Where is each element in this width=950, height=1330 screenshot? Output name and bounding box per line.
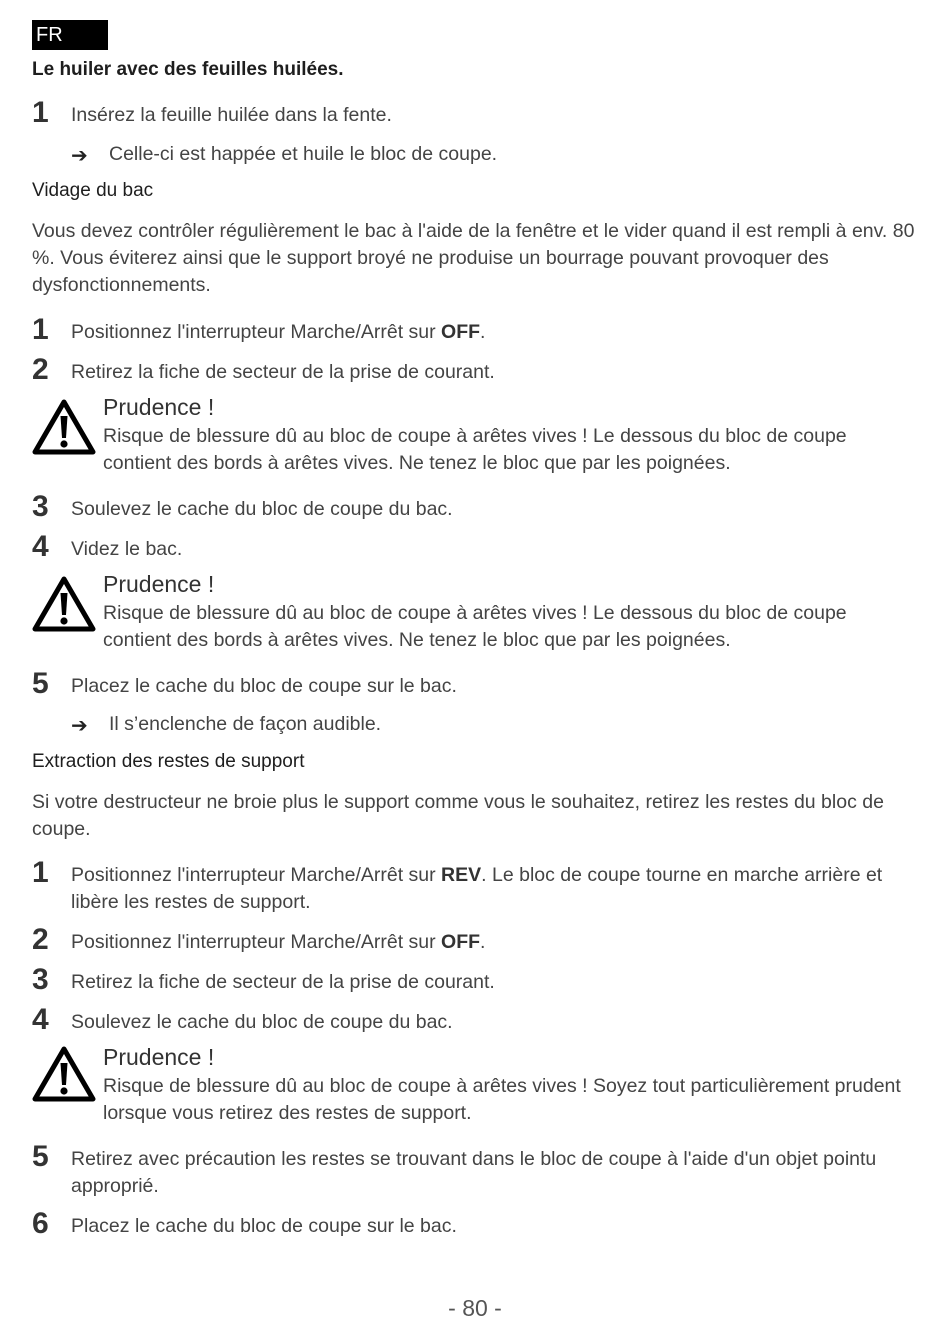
step-number: 5 xyxy=(32,1140,49,1173)
step-number: 4 xyxy=(32,530,49,563)
caution-text: Risque de blessure dû au bloc de coupe à arêtes vives ! Soyez tout particulièrement prudent lorsque vous retirez des restes de support. xyxy=(103,1075,901,1124)
result-text: Celle-ci est happée et huile le bloc de coupe. xyxy=(109,143,498,165)
step-number: 6 xyxy=(32,1207,49,1240)
caution-title: Prudence ! xyxy=(103,571,215,597)
caution-title: Prudence ! xyxy=(103,1044,215,1070)
caution-title: Prudence ! xyxy=(103,394,215,420)
step-number: 2 xyxy=(32,923,49,956)
warning-triangle-icon xyxy=(32,575,96,633)
warning-triangle-icon xyxy=(32,398,96,456)
step-text: Positionnez l'interrupteur Marche/Arrêt sur OFF. xyxy=(71,931,486,953)
language-badge: FR xyxy=(32,20,108,50)
intro-paragraph: Vous devez contrôler régulièrement le bac à l'aide de la fenêtre et le vider quand il est rempli à env. 80 %. Vous éviterez ainsi que le support broyé ne produise un bourrage pouvant provoquer des dysfonctionnements. xyxy=(32,220,915,296)
switch-position: REV xyxy=(441,864,482,886)
caution-text: Risque de blessure dû au bloc de coupe à arêtes vives ! Le dessous du bloc de coupe contient des bords à arêtes vives. Ne tenez le bloc que par les poignées. xyxy=(103,602,847,651)
step-text: Retirez avec précaution les restes se trouvant dans le bloc de coupe à l'aide d'un objet pointu approprié. xyxy=(71,1148,877,1197)
section-heading-emptying: Vidage du bac xyxy=(32,180,154,201)
step-text: Soulevez le cache du bloc de coupe du bac. xyxy=(71,1011,453,1033)
switch-position: OFF xyxy=(441,931,481,953)
result-text: Il s’enclenche de façon audible. xyxy=(109,713,382,735)
step-text: Placez le cache du bloc de coupe sur le bac. xyxy=(71,1215,457,1237)
step-number: 2 xyxy=(32,353,49,386)
step-text: Positionnez l'interrupteur Marche/Arrêt sur REV. Le bloc de coupe tourne en marche arrière et libère les restes de support. xyxy=(71,864,883,913)
section-heading-extraction: Extraction des restes de support xyxy=(32,751,305,772)
step-text: Retirez la fiche de secteur de la prise de courant. xyxy=(71,361,495,383)
step-number: 3 xyxy=(32,490,49,523)
step-text: Placez le cache du bloc de coupe sur le bac. xyxy=(71,675,457,697)
result-arrow-icon: ➔ xyxy=(71,715,88,737)
switch-position: OFF xyxy=(441,321,481,343)
result-arrow-icon: ➔ xyxy=(71,145,88,167)
step-number: 1 xyxy=(32,96,49,129)
step-text: Positionnez l'interrupteur Marche/Arrêt sur OFF. xyxy=(71,321,486,343)
step-number: 4 xyxy=(32,1003,49,1036)
step-text: Videz le bac. xyxy=(71,538,183,560)
step-text: Insérez la feuille huilée dans la fente. xyxy=(71,104,392,126)
page-number: - 80 - xyxy=(448,1295,502,1321)
warning-triangle-icon xyxy=(32,1045,96,1103)
step-number: 1 xyxy=(32,856,49,889)
section-heading-oil: Le huiler avec des feuilles huilées. xyxy=(32,59,344,80)
step-text: Retirez la fiche de secteur de la prise de courant. xyxy=(71,971,495,993)
step-number: 5 xyxy=(32,667,49,700)
intro-paragraph: Si votre destructeur ne broie plus le support comme vous le souhaitez, retirez les restes du bloc de coupe. xyxy=(32,791,884,840)
step-number: 3 xyxy=(32,963,49,996)
step-text: Soulevez le cache du bloc de coupe du bac. xyxy=(71,498,453,520)
step-number: 1 xyxy=(32,313,49,346)
caution-text: Risque de blessure dû au bloc de coupe à arêtes vives ! Le dessous du bloc de coupe contient des bords à arêtes vives. Ne tenez le bloc que par les poignées. xyxy=(103,425,847,474)
